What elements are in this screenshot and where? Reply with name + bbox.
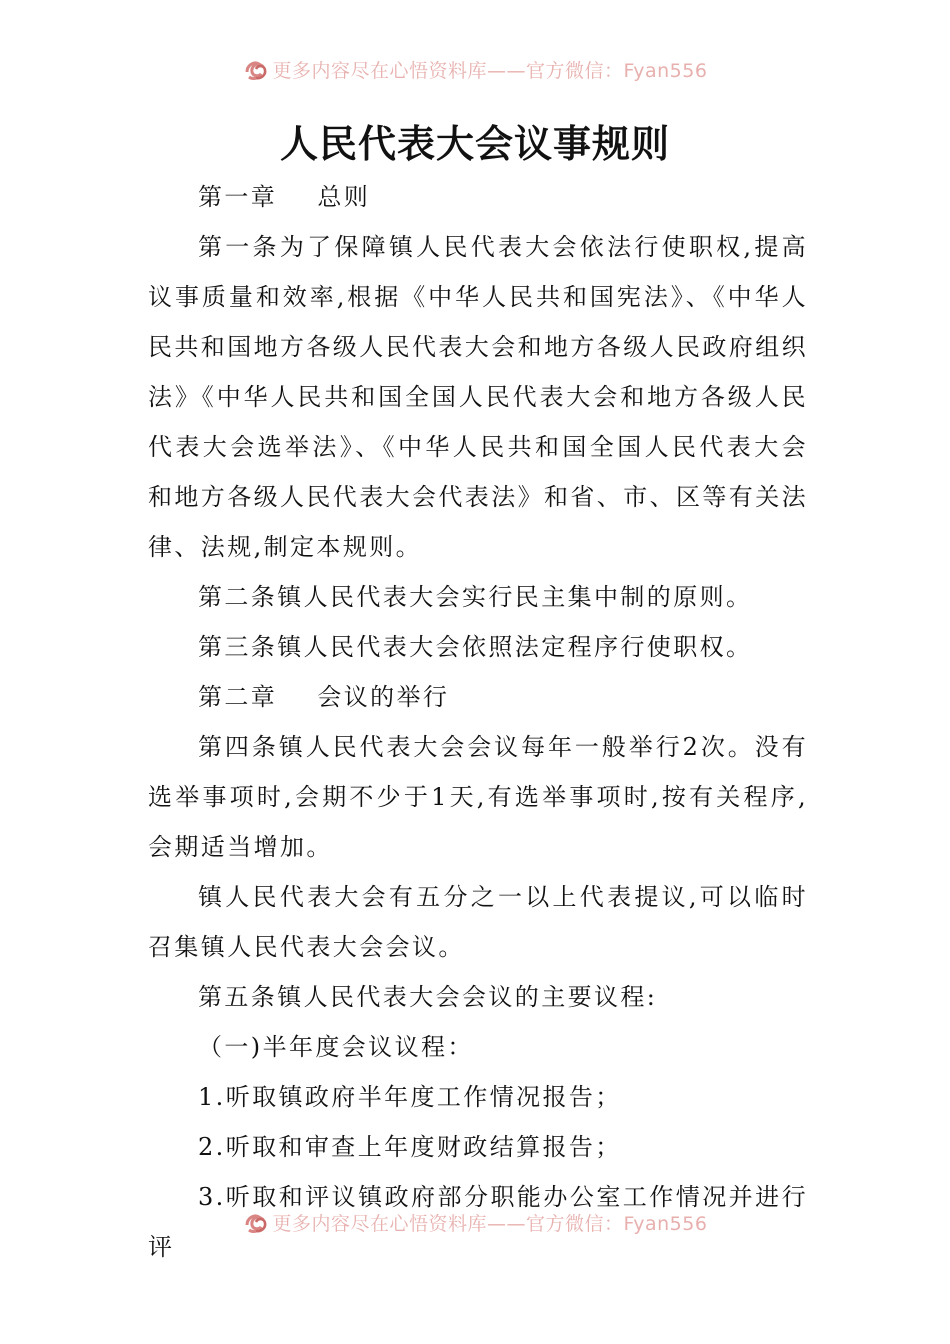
list-item: 1.听取镇政府半年度工作情况报告； xyxy=(198,1083,622,1111)
document-body xyxy=(148,172,808,1272)
article-paragraph: 镇人民代表大会有五分之一以上代表提议,可以临时召集镇人民代表大会会议。 xyxy=(148,883,808,961)
watermark-text: 更多内容尽在心悟资料库——官方微信：Fyan556 xyxy=(272,1212,708,1235)
chapter-heading: 第二章 会议的举行 xyxy=(198,683,450,711)
list-item: 3.听取和评议镇政府部分职能办公室工作情况并进行评 xyxy=(148,1183,808,1261)
article-paragraph: 第三条镇人民代表大会依照法定程序行使职权。 xyxy=(198,633,753,661)
list-item: 2.听取和审查上年度财政结算报告； xyxy=(198,1133,622,1161)
watermark-header xyxy=(0,54,950,84)
watermark-logo-icon xyxy=(243,1209,269,1235)
article-paragraph: 第四条镇人民代表大会会议每年一般举行2次。没有选举事项时,会期不少于1天,有选举事项时,按有关程序,会期适当增加。 xyxy=(148,733,808,861)
watermark-footer xyxy=(0,1207,950,1237)
article-paragraph: 第五条镇人民代表大会会议的主要议程: xyxy=(198,983,658,1011)
chapter-heading: 第一章 总则 xyxy=(198,183,371,211)
article-paragraph: 第二条镇人民代表大会实行民主集中制的原则。 xyxy=(198,583,753,611)
watermark-logo-icon xyxy=(243,56,269,82)
document-title: 人民代表大会议事规则 xyxy=(279,121,670,166)
list-heading: （一)半年度会议议程： xyxy=(198,1033,474,1061)
watermark-text: 更多内容尽在心悟资料库——官方微信：Fyan556 xyxy=(272,59,708,82)
article-paragraph: 第一条为了保障镇人民代表大会依法行使职权,提高议事质量和效率,根据《中华人民共和国宪法》、《中华人民共和国地方各级人民代表大会和地方各级人民政府组织法》《中华人民共和国全国人民代表大会和地方各级人民代表大会选举法》、《中华人民共和国全国人民代表大会和地方各级人民代表大会代表法》和省、市、区等有关法律、法规,制定本规则。 xyxy=(148,233,808,561)
